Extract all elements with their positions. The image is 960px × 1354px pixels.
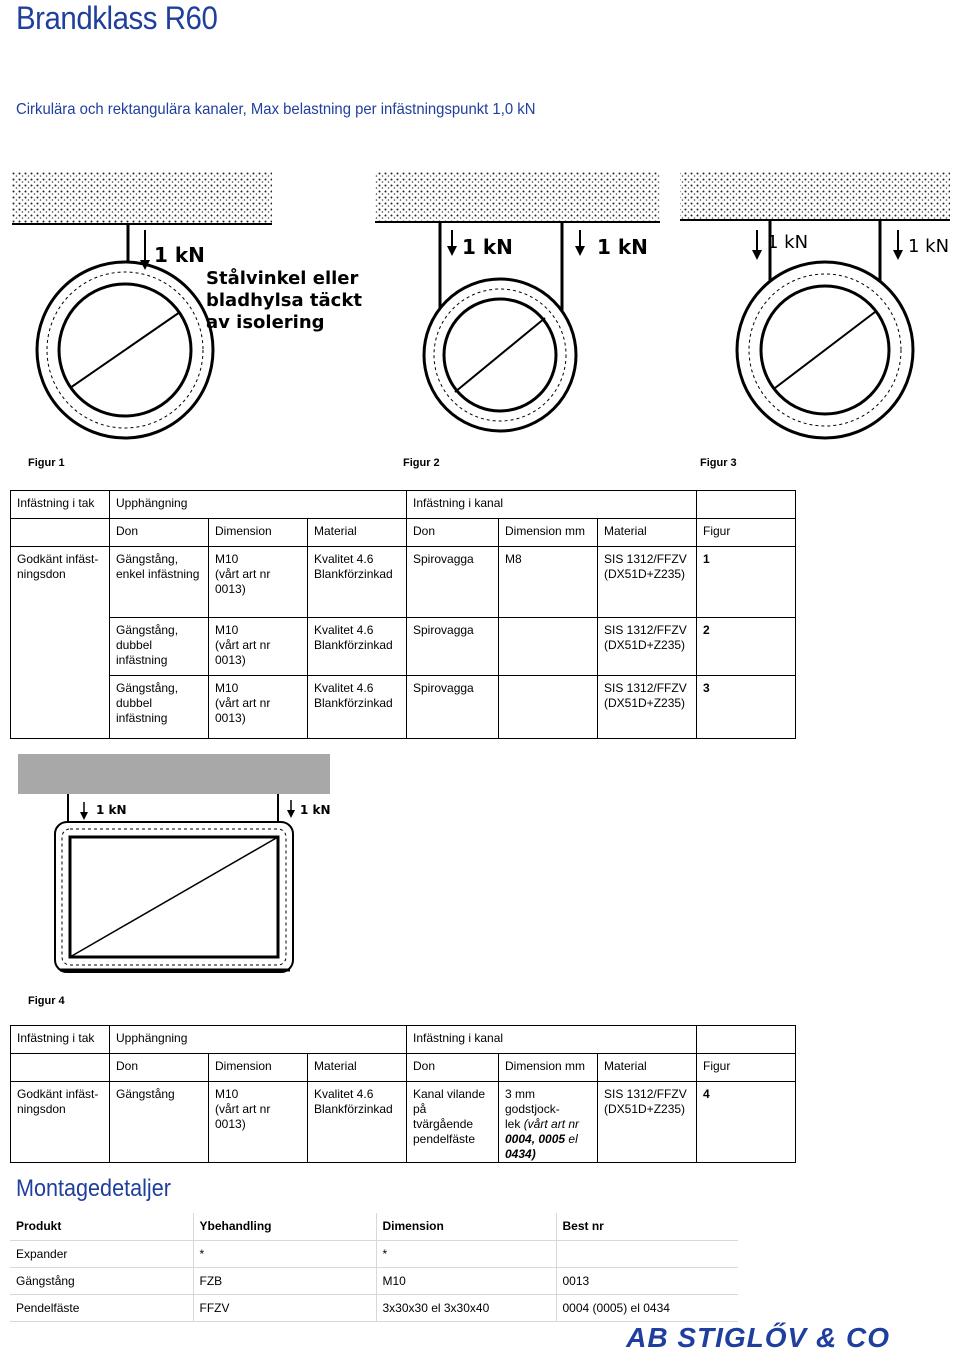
- cell-kanal-don: Spirovagga: [407, 547, 499, 618]
- table-row: Pendelfäste FFZV 3x30x30 el 3x30x40 0004 (0005) el 0434: [10, 1294, 738, 1321]
- ceiling-fig1: [12, 172, 272, 224]
- cell-dimension: M10 (vårt art nr 0013): [209, 547, 308, 618]
- cell-figur: 4: [697, 1082, 796, 1163]
- company-logo: AB STIGLŐV & CO: [626, 1322, 890, 1353]
- table-row: [11, 1082, 796, 1163]
- fig2-load-right: 1 kN: [597, 235, 648, 259]
- cell-kanal-material: SIS 1312/FFZV (DX51D+Z235): [598, 1082, 697, 1163]
- header-dimension-mm: Dimension mm: [499, 519, 598, 547]
- header-material: Material: [308, 1054, 407, 1082]
- fig3-load-left: 1 kN: [767, 232, 809, 253]
- cell-dimension: M10 (vårt art nr 0013): [209, 676, 308, 739]
- cell-kanal-dim: [499, 618, 598, 676]
- cell-kanal-dim: 3 mm godstjock- lek (vårt art nr 0004, 0005 el 0434): [499, 1082, 598, 1163]
- page-title: Brandklass R60: [16, 0, 218, 36]
- table-row: [11, 618, 796, 676]
- header-kanal-material: Material: [598, 1054, 697, 1082]
- cell-kanal-don: Kanal vilande på tvärgående pendelfäste: [407, 1082, 499, 1163]
- cell-kanal-dim: M8: [499, 547, 598, 618]
- cell-kanal-dim: [499, 676, 598, 739]
- fig4-load-left: 1 kN: [96, 803, 127, 817]
- header-upphangning: Upphängning: [110, 491, 407, 519]
- col-dimension: Dimension: [376, 1213, 556, 1240]
- fig1-load-label: 1 kN: [154, 243, 205, 267]
- table2-header-row2: [11, 1054, 796, 1082]
- ceiling-fig2: [375, 172, 660, 222]
- fig1-note-line3: av isolering: [206, 312, 325, 333]
- table2-header-row1: [11, 1026, 796, 1054]
- cell-figur: 2: [697, 618, 796, 676]
- fig2-load-left: 1 kN: [462, 235, 513, 259]
- fig3-load-right: 1 kN: [908, 236, 950, 257]
- cell-tak: Godkänt infäst-ningsdon: [11, 547, 110, 618]
- fig4-load-right: 1 kN: [300, 803, 331, 817]
- table1-header-row2: [11, 519, 796, 547]
- cell-figur: 3: [697, 676, 796, 739]
- header-kanal-don: Don: [407, 519, 499, 547]
- attachment-table-2: [10, 1025, 796, 1163]
- cell-material: Kvalitet 4.6 Blankförzinkad: [308, 618, 407, 676]
- cell-kanal-material: SIS 1312/FFZV (DX51D+Z235): [598, 547, 697, 618]
- header-infastning-i-tak: Infästning i tak: [11, 1026, 110, 1054]
- fig1-note-line1: Stålvinkel eller: [206, 268, 359, 289]
- table-row: [11, 676, 796, 739]
- header-blank: [697, 491, 796, 519]
- header-dimension-mm: Dimension mm: [499, 1054, 598, 1082]
- cell-don: Gängstång, dubbel infästning: [110, 676, 209, 739]
- cell-tak: Godkänt infäst- ningsdon: [11, 1082, 110, 1163]
- table-row: Gängstång FZB M10 0013: [10, 1267, 738, 1294]
- header-infastning-i-tak: Infästning i tak: [11, 491, 110, 519]
- col-ybehandling: Ybehandling: [193, 1213, 376, 1240]
- header-figur: Figur: [697, 1054, 796, 1082]
- header-figur: Figur: [697, 519, 796, 547]
- cell-don: Gängstång, enkel infästning: [110, 547, 209, 618]
- header-dimension: Dimension: [209, 519, 308, 547]
- cell-material: Kvalitet 4.6 Blankförzinkad: [308, 1082, 407, 1163]
- figure-2-label: Figur 2: [403, 457, 440, 469]
- header-infastning-i-kanal: Infästning i kanal: [407, 491, 697, 519]
- page-subtitle: Cirkulära och rektangulära kanaler, Max belastning per infästningspunkt 1,0 kN: [16, 101, 536, 118]
- table1-header-row1: [11, 491, 796, 519]
- cell-kanal-material: SIS 1312/FFZV (DX51D+Z235): [598, 676, 697, 739]
- montage-table: [10, 1213, 738, 1322]
- header-upphangning: Upphängning: [110, 1026, 407, 1054]
- figure-4-label: Figur 4: [28, 995, 65, 1007]
- cell-dimension: M10 (vårt art nr 0013): [209, 618, 308, 676]
- duct-fig3: [737, 220, 913, 438]
- cell-don: Gängstång, dubbel infästning: [110, 618, 209, 676]
- header-don: Don: [110, 1054, 209, 1082]
- cell-kanal-don: Spirovagga: [407, 618, 499, 676]
- figure-1-label: Figur 1: [28, 457, 65, 469]
- duct-figure-4: [0, 752, 360, 982]
- cell-material: Kvalitet 4.6 Blankförzinkad: [308, 547, 407, 618]
- header-don: Don: [110, 519, 209, 547]
- col-produkt: Produkt: [10, 1213, 193, 1240]
- col-best-nr: Best nr: [556, 1213, 738, 1240]
- cell-dimension: M10 (vårt art nr 0013): [209, 1082, 308, 1163]
- montage-heading: Montagedetaljer: [16, 1175, 171, 1202]
- header-kanal-material: Material: [598, 519, 697, 547]
- header-material: Material: [308, 519, 407, 547]
- montage-header-row: [10, 1213, 738, 1240]
- table-row: [11, 547, 796, 618]
- duct-figures-1-3: [0, 160, 960, 450]
- cell-kanal-don: Spirovagga: [407, 676, 499, 739]
- attachment-table-1: [10, 490, 796, 739]
- figure-3-label: Figur 3: [700, 457, 737, 469]
- header-infastning-i-kanal: Infästning i kanal: [407, 1026, 697, 1054]
- cell-don: Gängstång: [110, 1082, 209, 1163]
- cell-figur: 1: [697, 547, 796, 618]
- fig1-note-line2: bladhylsa täckt: [206, 290, 362, 311]
- cell-kanal-material: SIS 1312/FFZV (DX51D+Z235): [598, 618, 697, 676]
- header-dimension: Dimension: [209, 1054, 308, 1082]
- header-kanal-don: Don: [407, 1054, 499, 1082]
- ceiling-fig3: [680, 172, 950, 220]
- cell-material: Kvalitet 4.6 Blankförzinkad: [308, 676, 407, 739]
- table-row: Expander * *: [10, 1240, 738, 1267]
